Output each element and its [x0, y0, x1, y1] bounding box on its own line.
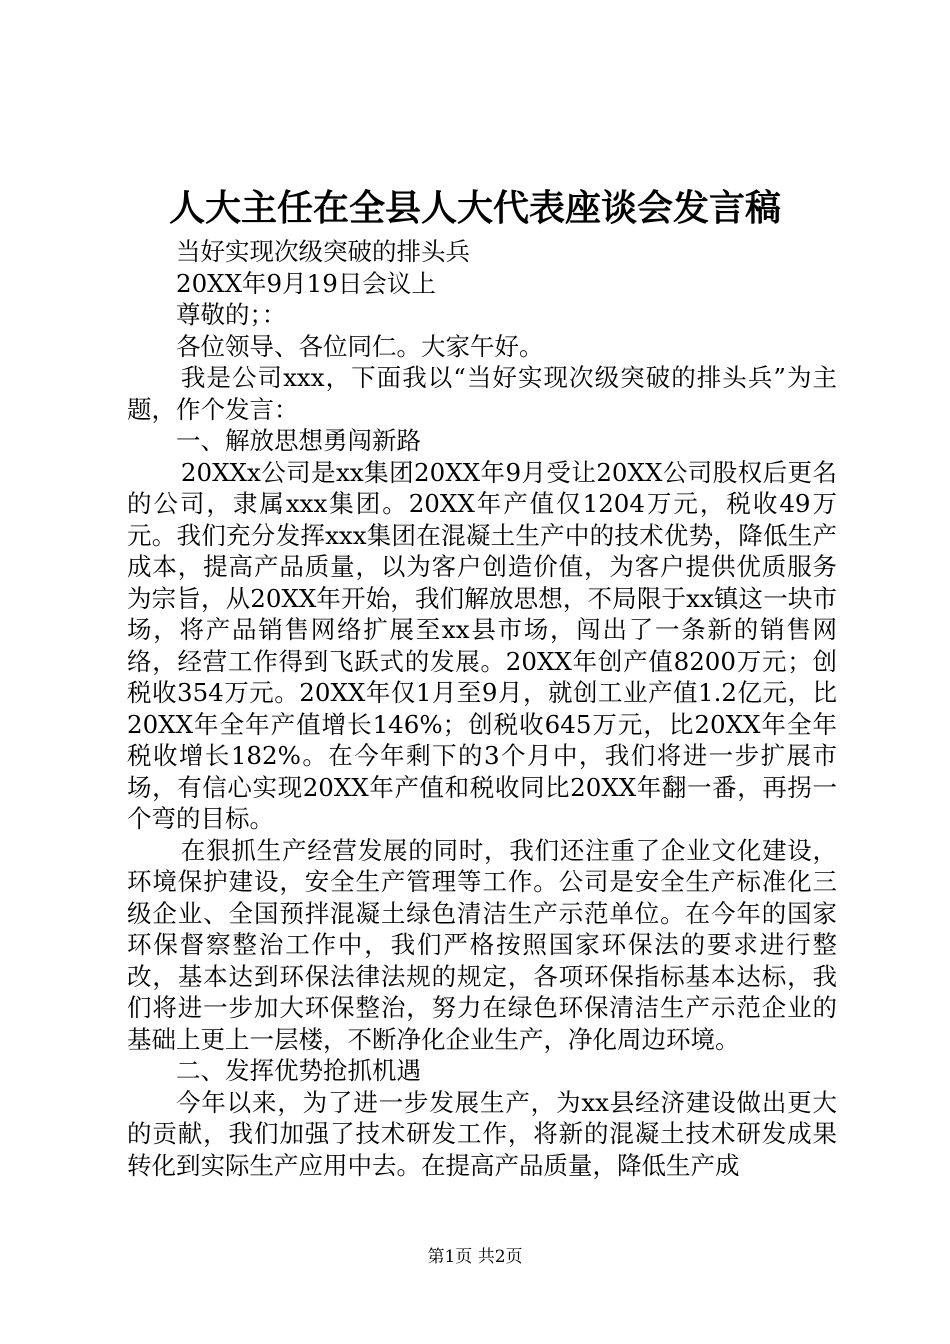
section-heading-2: 二、发挥优势抢抓机遇	[176, 1056, 421, 1085]
paragraph-body: 20XXx公司是xx集团20XX年9月受让20XX公司股权后更名的公司，隶属xxx集团。20XX年产值仅1204万元，税收49万元。我们充分发挥xxx集团在混凝土生产中的技术优势，降低生产成本，提高产品质量，以为客户创造价值，为客户提供优质服务为宗旨，从20XX年开始，我们解放思想，不局限于xx镇这一块市场，将产品销售网络扩展至xx县市场，闯出了一条新的销售网络，经营工作得到飞跃式的发展。20XX年创产值8200万元；创税收354万元。20XX年仅1月至9月，就创工业产值1.2亿元，比20XX年全年产值增长146%；创税收645万元，比20XX年全年税收增长182%。在今年剩下的3个月中，我们将进一步扩展市场，有信心实现20XX年产值和税收同比20XX年翻一番，再拐一个弯的目标。	[127, 457, 837, 833]
paragraph-date: 20XX年9月19日会议上	[176, 268, 436, 298]
paragraph-salutation: 尊敬的；：	[176, 300, 287, 329]
page-footer: 第1页 共2页	[427, 1247, 523, 1267]
paragraph-body: 在狠抓生产经营发展的同时，我们还注重了企业文化建设，环境保护建设，安全生产管理等工作。公司是安全生产标准化三级企业、全国预拌混凝土绿色清洁生产示范单位。在今年的国家环保督察整治工作中，我们严格按照国家环保法的要求进行整改，基本达到环保法律法规的规定，各项环保指标基本达标，我们将进一步加大环保整治，努力在绿色环保清洁生产示范企业的基础上更上一层楼，不断净化企业生产，净化周边环境。	[127, 835, 837, 1054]
section-heading-1: 一、解放思想勇闯新路	[176, 426, 421, 455]
document-body	[127, 236, 837, 1181]
paragraph-intro: 我是公司xxx，下面我以“当好实现次级突破的排头兵”为主题，作个发言：	[127, 363, 837, 424]
paragraph-subtitle: 当好实现次级突破的排头兵	[176, 237, 470, 266]
paragraph-body: 今年以来，为了进一步发展生产，为xx县经济建设做出更大的贡献，我们加强了技术研发工作，将新的混凝土技术研发成果转化到实际生产应用中去。在提高产品质量，降低生产成	[127, 1087, 837, 1180]
paragraph-greeting: 各位领导、各位同仁。大家午好。	[176, 331, 544, 361]
document-title: 人大主任在全县人大代表座谈会发言稿	[168, 188, 781, 229]
